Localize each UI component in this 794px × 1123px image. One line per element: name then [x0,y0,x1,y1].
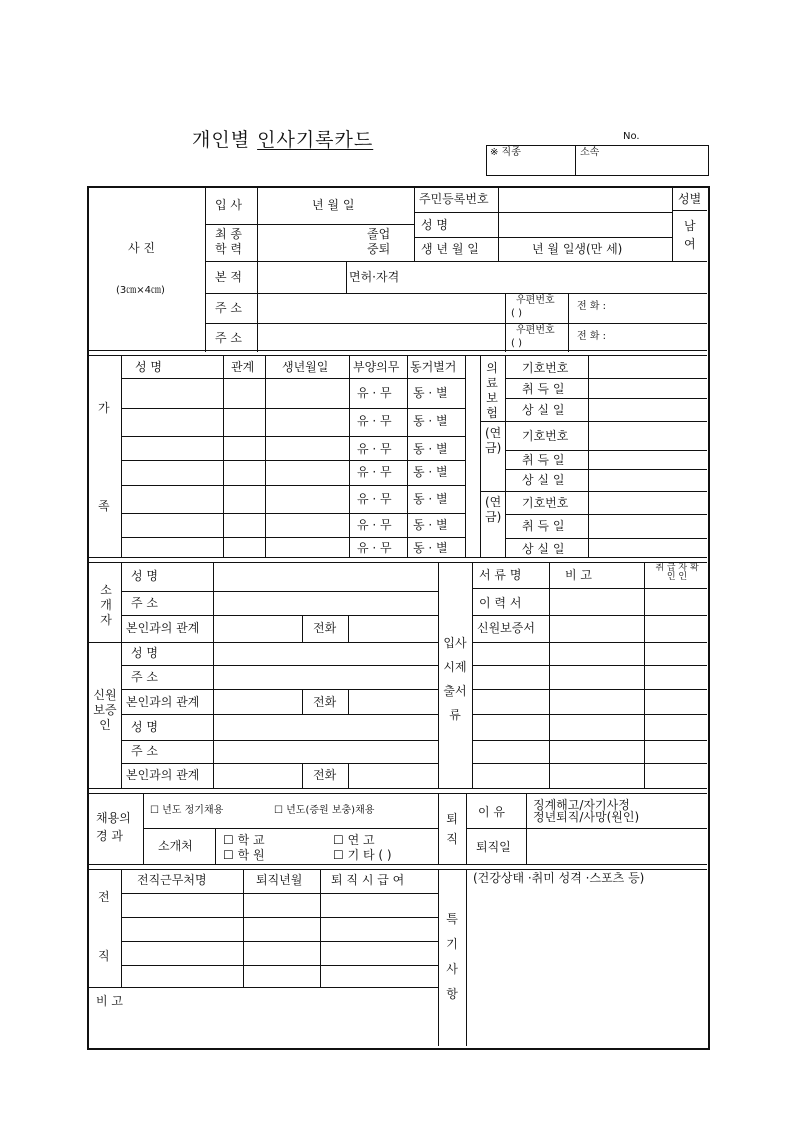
code-label: 기호번호 [522,496,569,510]
gender-label: 성별 [678,192,702,206]
special-hire-option: ☐ 년도(증원 보충)채용 [274,805,375,816]
family-yn: 유 · 무 [357,518,392,532]
code-label: 기호번호 [522,361,569,375]
name-label: 성 명 [421,218,448,232]
remarks-label: 비 고 [96,994,123,1008]
postal-paren-2: ( ) [511,338,522,349]
postal-paren-1: ( ) [511,308,522,319]
family-live: 동 · 별 [413,386,448,400]
family-yn: 유 · 무 [357,541,392,555]
family-live: 동 · 별 [413,492,448,506]
guarantor-label: 신원보증인 [93,688,117,732]
guar-name-label-1: 성 명 [131,646,158,660]
address-label-1: 주 소 [215,301,242,315]
guarantee-label: 신원보증서 [477,621,535,635]
lose-label: 상 실 일 [522,542,565,556]
card-number: No. [623,131,640,142]
regno-label: 주민등록번호 [419,192,489,206]
career-label-1: 전 [98,890,110,904]
acquire-label: 취 득 일 [522,382,565,396]
family-label-1: 가 [98,401,110,415]
special-label: 특기사항 [446,912,458,1001]
checker-header: 취 급 자 확 인 인 [655,563,699,582]
photo-size: (3㎝×4㎝) [116,285,165,296]
origin-label: 본 적 [215,270,242,284]
intro-label: 소개처 [158,839,193,853]
intro-academy: ☐ 학 원 [223,848,265,862]
code-label: 기호번호 [522,429,569,443]
guar-rel-label-2: 본인과의 관계 [126,768,200,782]
edu-label-2: 학 력 [215,242,242,256]
referrer-label: 소개자 [100,583,112,627]
family-col-birth: 생년월일 [282,360,329,374]
guar-addr-label-2: 주 소 [131,744,158,758]
gender-female: 여 [684,237,696,251]
lose-label: 상 실 일 [522,473,565,487]
retire-label: 퇴직 [446,812,458,846]
family-yn: 유 · 무 [357,492,392,506]
family-col-live: 동거별거 [410,360,457,374]
dropout-label: 중퇴 [367,242,391,256]
edu-label-1: 최 종 [215,227,242,241]
ref-addr-label: 주 소 [131,596,158,610]
career-label-2: 직 [98,949,110,963]
photo-label: 사 진 [128,241,155,255]
grad-label: 졸업 [367,227,391,241]
resume-label: 이 력 서 [479,596,522,610]
page-title: 개인별 인사기록카드 [192,129,374,151]
intro-school: ☐ 학 교 [223,833,265,847]
phone-label-2: 전 화 : [577,331,607,342]
career-col-salary: 퇴 직 시 급 여 [331,873,405,887]
birth-label: 생 년 월 일 [421,242,479,256]
dept-label: 소속 [580,147,600,158]
guar-phone-label-1: 전화 [313,695,337,709]
family-live: 동 · 별 [413,541,448,555]
family-yn: 유 · 무 [357,386,392,400]
family-live: 동 · 별 [413,414,448,428]
ref-phone-label: 전화 [313,621,337,635]
guar-phone-label-2: 전화 [313,768,337,782]
doc-name-header: 서 류 명 [479,568,522,582]
acquire-label: 취 득 일 [522,453,565,467]
phone-label-1: 전 화 : [577,301,607,312]
pension-label-2: (연금) [485,495,502,524]
reason-label: 이 유 [478,805,505,819]
family-live: 동 · 별 [413,518,448,532]
guar-name-label-2: 성 명 [131,720,158,734]
job-label: ※ 직종 [490,147,521,158]
hire-label-1: 채용의 [96,811,131,825]
ref-rel-label: 본인과의 관계 [126,621,200,635]
family-live: 동 · 별 [413,442,448,456]
family-col-support: 부양의무 [353,360,400,374]
family-yn: 유 · 무 [357,442,392,456]
family-yn: 유 · 무 [357,465,392,479]
hire-label-2: 경 과 [96,829,123,843]
entry-label: 입 사 [215,198,242,212]
family-col-name: 성 명 [135,360,162,374]
gender-male: 남 [684,219,696,233]
special-note: (건강상태 ·취미 성격 ·스포츠 등) [473,871,645,885]
reasons-line-2: 정년퇴직/사망(원인) [533,810,640,824]
pension-label-1: (연금) [485,426,502,455]
guar-addr-label-1: 주 소 [131,670,158,684]
docs-label: 입사시제출서류 [443,636,467,722]
retire-date-label: 퇴직일 [476,840,511,854]
intro-relation: ☐ 연 고 [333,833,375,847]
birth-value: 년 월 일생(만 세) [532,242,623,256]
family-live: 동 · 별 [413,465,448,479]
ref-name-label: 성 명 [131,569,158,583]
career-col-company: 전직근무처명 [137,873,207,887]
lose-label: 상 실 일 [522,403,565,417]
family-yn: 유 · 무 [357,414,392,428]
regular-hire-option: ☐ 년도 정기채용 [150,805,224,816]
intro-other: ☐ 기 타 ( ) [333,848,392,862]
postal-label-2: 우편번호 [516,325,555,336]
guar-rel-label-1: 본인과의 관계 [126,695,200,709]
insurance-label: 의료보험 [486,361,498,420]
family-label-2: 족 [98,499,110,513]
acquire-label: 취 득 일 [522,519,565,533]
postal-label-1: 우편번호 [516,295,555,306]
reasons-line-1: 징계해고/자기사정 [533,798,630,812]
card-frame [87,186,710,1050]
doc-note-header: 비 고 [565,568,592,582]
career-col-retire: 퇴직년월 [256,873,303,887]
address-label-2: 주 소 [215,331,242,345]
entry-date: 년 월 일 [312,198,355,212]
license-label: 면허·자격 [349,270,400,284]
family-col-relation: 관계 [231,360,255,374]
